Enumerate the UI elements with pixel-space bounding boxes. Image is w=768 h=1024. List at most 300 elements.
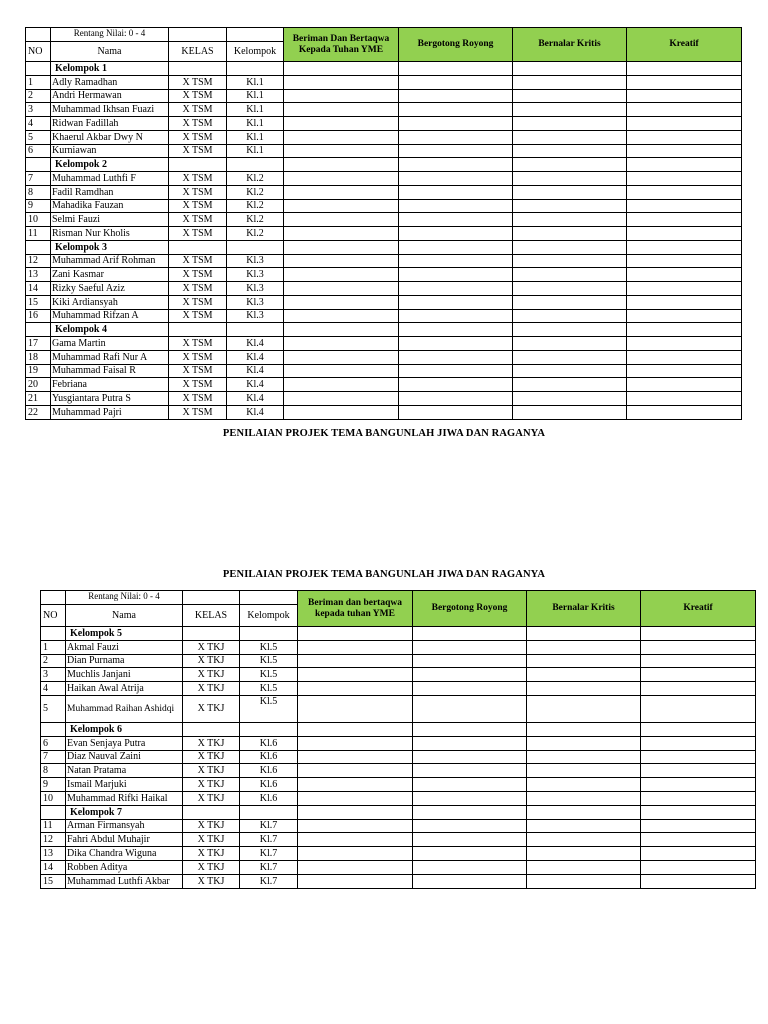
score-cell — [627, 268, 742, 282]
empty-cell — [513, 62, 627, 76]
header-kelompok: Kelompok — [227, 42, 284, 62]
score-cell — [413, 778, 527, 792]
header-nama: Nama — [66, 605, 183, 627]
score-cell — [641, 668, 756, 682]
table-row — [26, 254, 742, 268]
score-cell — [284, 89, 399, 103]
score-cell — [399, 89, 513, 103]
score-cell — [399, 199, 513, 213]
empty-cell — [169, 62, 227, 76]
student-group: Kl.3 — [227, 282, 284, 296]
score-cell — [284, 309, 399, 323]
score-cell — [627, 130, 742, 144]
student-name: Akmal Fauzi — [66, 640, 183, 654]
student-group: Kl.4 — [227, 337, 284, 351]
empty-cell — [627, 158, 742, 172]
score-cell — [284, 144, 399, 158]
row-no-cell — [41, 722, 66, 736]
student-class: X TSM — [169, 254, 227, 268]
row-no-cell — [41, 627, 66, 641]
empty-cell — [399, 323, 513, 337]
empty-cell — [641, 722, 756, 736]
score-cell — [413, 819, 527, 833]
score-cell — [298, 750, 413, 764]
score-cell — [513, 103, 627, 117]
student-group: Kl.2 — [227, 185, 284, 199]
score-cell — [513, 185, 627, 199]
student-name: Fadil Ramdhan — [51, 185, 169, 199]
score-cell — [399, 309, 513, 323]
student-name: Kurniawan — [51, 144, 169, 158]
student-name: Adly Ramadhan — [51, 75, 169, 89]
score-cell — [399, 213, 513, 227]
score-cell — [399, 130, 513, 144]
student-group: Kl.4 — [227, 350, 284, 364]
row-no: 21 — [26, 392, 51, 406]
row-no: 6 — [41, 736, 66, 750]
empty-cell — [413, 805, 527, 819]
score-cell — [627, 185, 742, 199]
student-name: Muhammad Luthfi F — [51, 172, 169, 186]
empty-cell — [284, 240, 399, 254]
header-gotong-royong: Bergotong Royong — [399, 28, 513, 62]
student-class: X TSM — [169, 199, 227, 213]
row-no: 7 — [41, 750, 66, 764]
header-kelas-spacer — [169, 28, 227, 42]
score-cell — [413, 764, 527, 778]
student-class: X TKJ — [183, 791, 240, 805]
score-cell — [298, 736, 413, 750]
student-name: Risman Nur Kholis — [51, 227, 169, 241]
student-group: Kl.7 — [240, 874, 298, 888]
row-no: 5 — [41, 695, 66, 722]
score-cell — [284, 268, 399, 282]
empty-cell — [284, 158, 399, 172]
score-cell — [284, 254, 399, 268]
student-name: Muhammad Faisal R — [51, 364, 169, 378]
score-cell — [527, 778, 641, 792]
score-cell — [399, 405, 513, 419]
score-cell — [627, 295, 742, 309]
score-cell — [284, 364, 399, 378]
table-row — [26, 282, 742, 296]
empty-cell — [240, 722, 298, 736]
score-cell — [284, 227, 399, 241]
row-no: 3 — [26, 103, 51, 117]
student-group: Kl.5 — [240, 682, 298, 696]
student-class: X TSM — [169, 144, 227, 158]
score-cell — [527, 750, 641, 764]
table-row — [26, 378, 742, 392]
student-group: Kl.6 — [240, 736, 298, 750]
empty-cell — [240, 805, 298, 819]
score-cell — [399, 75, 513, 89]
group-label: Kelompok 7 — [66, 805, 183, 819]
score-cell — [627, 75, 742, 89]
student-group: Kl.5 — [240, 640, 298, 654]
score-cell — [527, 640, 641, 654]
row-no: 13 — [41, 847, 66, 861]
score-cell — [399, 364, 513, 378]
header-no: NO — [41, 605, 66, 627]
student-name: Muhammad Rifzan A — [51, 309, 169, 323]
student-class: X TKJ — [183, 764, 240, 778]
score-cell — [284, 130, 399, 144]
row-no: 5 — [26, 130, 51, 144]
group-row — [26, 158, 742, 172]
score-cell — [413, 682, 527, 696]
score-cell — [527, 791, 641, 805]
score-cell — [399, 268, 513, 282]
score-cell — [298, 668, 413, 682]
student-name: Zani Kasmar — [51, 268, 169, 282]
student-group: Kl.4 — [227, 364, 284, 378]
score-cell — [298, 764, 413, 778]
score-cell — [641, 764, 756, 778]
row-no-cell — [26, 240, 51, 254]
student-name: Haikan Awal Atrija — [66, 682, 183, 696]
group-row — [41, 627, 756, 641]
student-group: Kl.5 — [240, 695, 298, 722]
student-class: X TKJ — [183, 640, 240, 654]
score-cell — [641, 833, 756, 847]
table-row — [26, 144, 742, 158]
student-name: Evan Senjaya Putra — [66, 736, 183, 750]
table-row — [41, 750, 756, 764]
score-cell — [399, 185, 513, 199]
score-cell — [298, 819, 413, 833]
row-no: 8 — [41, 764, 66, 778]
row-no: 10 — [26, 213, 51, 227]
table-row — [41, 847, 756, 861]
score-cell — [284, 282, 399, 296]
row-no: 1 — [41, 640, 66, 654]
student-name: Fahri Abdul Muhajir — [66, 833, 183, 847]
score-cell — [513, 405, 627, 419]
student-group: Kl.7 — [240, 847, 298, 861]
student-class: X TKJ — [183, 736, 240, 750]
row-no: 9 — [41, 778, 66, 792]
score-cell — [527, 847, 641, 861]
score-cell — [284, 199, 399, 213]
student-class: X TKJ — [183, 833, 240, 847]
student-name: Kiki Ardiansyah — [51, 295, 169, 309]
table-row — [26, 199, 742, 213]
row-no: 11 — [41, 819, 66, 833]
page-title: PENILAIAN PROJEK TEMA BANGUNLAH JIWA DAN RAGANYA — [222, 569, 546, 580]
row-no-cell — [41, 805, 66, 819]
score-cell — [399, 350, 513, 364]
student-name: Andri Hermawan — [51, 89, 169, 103]
page-title: PENILAIAN PROJEK TEMA BANGUNLAH JIWA DAN RAGANYA — [222, 428, 546, 439]
student-class: X TSM — [169, 378, 227, 392]
table-row — [26, 364, 742, 378]
score-cell — [513, 254, 627, 268]
score-cell — [298, 695, 413, 722]
student-name: Diaz Nauval Zaini — [66, 750, 183, 764]
score-cell — [513, 350, 627, 364]
header-kelas-spacer — [183, 591, 240, 605]
student-name: Dian Purnama — [66, 654, 183, 668]
score-cell — [513, 268, 627, 282]
student-class: X TSM — [169, 213, 227, 227]
score-cell — [627, 213, 742, 227]
score-cell — [284, 337, 399, 351]
score-cell — [513, 117, 627, 131]
student-class: X TSM — [169, 103, 227, 117]
table-row — [26, 185, 742, 199]
student-name: Muhammad Luthfi Akbar — [66, 874, 183, 888]
table-row — [41, 695, 756, 722]
score-cell — [284, 405, 399, 419]
row-no: 7 — [26, 172, 51, 186]
score-cell — [298, 833, 413, 847]
empty-cell — [413, 722, 527, 736]
student-group: Kl.3 — [227, 254, 284, 268]
score-cell — [527, 654, 641, 668]
score-cell — [413, 668, 527, 682]
header-kreatif: Kreatif — [641, 591, 756, 627]
score-cell — [284, 392, 399, 406]
student-name: Robben Aditya — [66, 860, 183, 874]
empty-cell — [527, 722, 641, 736]
student-name: Rizky Saeful Aziz — [51, 282, 169, 296]
score-cell — [284, 213, 399, 227]
score-cell — [627, 337, 742, 351]
row-no: 19 — [26, 364, 51, 378]
student-name: Muhammad Rafi Nur A — [51, 350, 169, 364]
score-cell — [399, 117, 513, 131]
student-class: X TSM — [169, 350, 227, 364]
score-cell — [284, 295, 399, 309]
table-row — [26, 227, 742, 241]
empty-cell — [284, 323, 399, 337]
student-class: X TSM — [169, 268, 227, 282]
empty-cell — [227, 240, 284, 254]
row-no-cell — [26, 62, 51, 76]
student-class: X TSM — [169, 130, 227, 144]
row-no: 4 — [41, 682, 66, 696]
score-cell — [627, 378, 742, 392]
student-class: X TSM — [169, 117, 227, 131]
score-cell — [627, 144, 742, 158]
student-class: X TSM — [169, 185, 227, 199]
student-name: Selmi Fauzi — [51, 213, 169, 227]
student-class: X TSM — [169, 405, 227, 419]
student-class: X TKJ — [183, 778, 240, 792]
student-group: Kl.5 — [240, 654, 298, 668]
empty-cell — [513, 158, 627, 172]
score-cell — [513, 309, 627, 323]
assessment-table-tsm — [25, 27, 742, 420]
score-cell — [513, 227, 627, 241]
group-row — [41, 722, 756, 736]
student-class: X TKJ — [183, 874, 240, 888]
student-group: Kl.1 — [227, 130, 284, 144]
range-label: Rentang Nilai: 0 - 4 — [66, 591, 183, 605]
score-cell — [413, 860, 527, 874]
score-cell — [641, 654, 756, 668]
score-cell — [399, 337, 513, 351]
header-gotong-royong: Bergotong Royong — [413, 591, 527, 627]
header-kelompok-spacer — [240, 591, 298, 605]
score-cell — [513, 295, 627, 309]
empty-cell — [527, 805, 641, 819]
score-cell — [627, 282, 742, 296]
student-name: Febriana — [51, 378, 169, 392]
empty-cell — [169, 240, 227, 254]
table-row — [26, 295, 742, 309]
header-no-spacer — [41, 591, 66, 605]
row-no: 2 — [41, 654, 66, 668]
header-kreatif: Kreatif — [627, 28, 742, 62]
student-group: Kl.5 — [240, 668, 298, 682]
score-cell — [413, 695, 527, 722]
empty-cell — [240, 627, 298, 641]
score-cell — [413, 736, 527, 750]
score-cell — [641, 682, 756, 696]
score-cell — [513, 130, 627, 144]
score-cell — [399, 392, 513, 406]
student-group: Kl.2 — [227, 227, 284, 241]
row-no: 9 — [26, 199, 51, 213]
header-beriman: Beriman dan bertaqwa kepada tuhan YME — [298, 591, 413, 627]
score-cell — [627, 172, 742, 186]
student-class: X TSM — [169, 364, 227, 378]
score-cell — [513, 392, 627, 406]
row-no: 14 — [26, 282, 51, 296]
score-cell — [513, 144, 627, 158]
student-class: X TSM — [169, 172, 227, 186]
score-cell — [413, 750, 527, 764]
score-cell — [527, 833, 641, 847]
row-no: 10 — [41, 791, 66, 805]
table-row — [41, 736, 756, 750]
row-no: 14 — [41, 860, 66, 874]
score-cell — [513, 75, 627, 89]
student-group: Kl.1 — [227, 89, 284, 103]
row-no: 18 — [26, 350, 51, 364]
header-kelas: KELAS — [183, 605, 240, 627]
row-no: 3 — [41, 668, 66, 682]
row-no: 2 — [26, 89, 51, 103]
student-group: Kl.7 — [240, 819, 298, 833]
empty-cell — [169, 323, 227, 337]
empty-cell — [227, 158, 284, 172]
empty-cell — [513, 240, 627, 254]
score-cell — [413, 654, 527, 668]
table-row — [41, 860, 756, 874]
group-row — [26, 240, 742, 254]
student-name: Muhammad Rifki Haikal — [66, 791, 183, 805]
table-row — [41, 682, 756, 696]
student-group: Kl.2 — [227, 172, 284, 186]
empty-cell — [399, 240, 513, 254]
score-cell — [527, 819, 641, 833]
score-cell — [627, 89, 742, 103]
student-name: Khaerul Akbar Dwy N — [51, 130, 169, 144]
table-row — [26, 337, 742, 351]
student-name: Muhammad Raihan Ashidqi — [66, 695, 183, 722]
score-cell — [413, 847, 527, 861]
score-cell — [641, 860, 756, 874]
empty-cell — [183, 627, 240, 641]
score-cell — [413, 791, 527, 805]
table-row — [41, 764, 756, 778]
score-cell — [399, 254, 513, 268]
student-group: Kl.4 — [227, 392, 284, 406]
header-bernalar-kritis: Bernalar Kritis — [527, 591, 641, 627]
score-cell — [399, 378, 513, 392]
group-row — [41, 805, 756, 819]
student-name: Muhammad Arif Rohman — [51, 254, 169, 268]
row-no: 20 — [26, 378, 51, 392]
score-cell — [284, 185, 399, 199]
student-class: X TKJ — [183, 695, 240, 722]
score-cell — [399, 227, 513, 241]
group-label: Kelompok 4 — [51, 323, 169, 337]
student-name: Dika Chandra Wiguna — [66, 847, 183, 861]
table-row — [41, 668, 756, 682]
score-cell — [627, 199, 742, 213]
table-row — [26, 392, 742, 406]
score-cell — [298, 874, 413, 888]
student-name: Natan Pratama — [66, 764, 183, 778]
student-group: Kl.6 — [240, 764, 298, 778]
student-group: Kl.4 — [227, 378, 284, 392]
table-row — [41, 791, 756, 805]
score-cell — [527, 764, 641, 778]
empty-cell — [227, 62, 284, 76]
student-group: Kl.4 — [227, 405, 284, 419]
empty-cell — [627, 323, 742, 337]
header-kelas: KELAS — [169, 42, 227, 62]
score-cell — [527, 860, 641, 874]
score-cell — [627, 254, 742, 268]
row-no: 15 — [26, 295, 51, 309]
table-row — [26, 350, 742, 364]
score-cell — [527, 695, 641, 722]
score-cell — [298, 654, 413, 668]
header-no: NO — [26, 42, 51, 62]
table-row — [41, 874, 756, 888]
score-cell — [284, 378, 399, 392]
score-cell — [413, 833, 527, 847]
row-no: 12 — [26, 254, 51, 268]
score-cell — [513, 337, 627, 351]
score-cell — [413, 640, 527, 654]
table-row — [41, 654, 756, 668]
score-cell — [641, 819, 756, 833]
student-group: Kl.7 — [240, 833, 298, 847]
empty-cell — [627, 62, 742, 76]
student-group: Kl.7 — [240, 860, 298, 874]
empty-cell — [627, 240, 742, 254]
group-label: Kelompok 6 — [66, 722, 183, 736]
group-label: Kelompok 1 — [51, 62, 169, 76]
student-group: Kl.1 — [227, 75, 284, 89]
score-cell — [641, 778, 756, 792]
score-cell — [627, 350, 742, 364]
empty-cell — [298, 805, 413, 819]
empty-cell — [169, 158, 227, 172]
score-cell — [641, 695, 756, 722]
empty-cell — [399, 158, 513, 172]
score-cell — [627, 364, 742, 378]
score-cell — [513, 378, 627, 392]
score-cell — [298, 860, 413, 874]
student-class: X TKJ — [183, 654, 240, 668]
